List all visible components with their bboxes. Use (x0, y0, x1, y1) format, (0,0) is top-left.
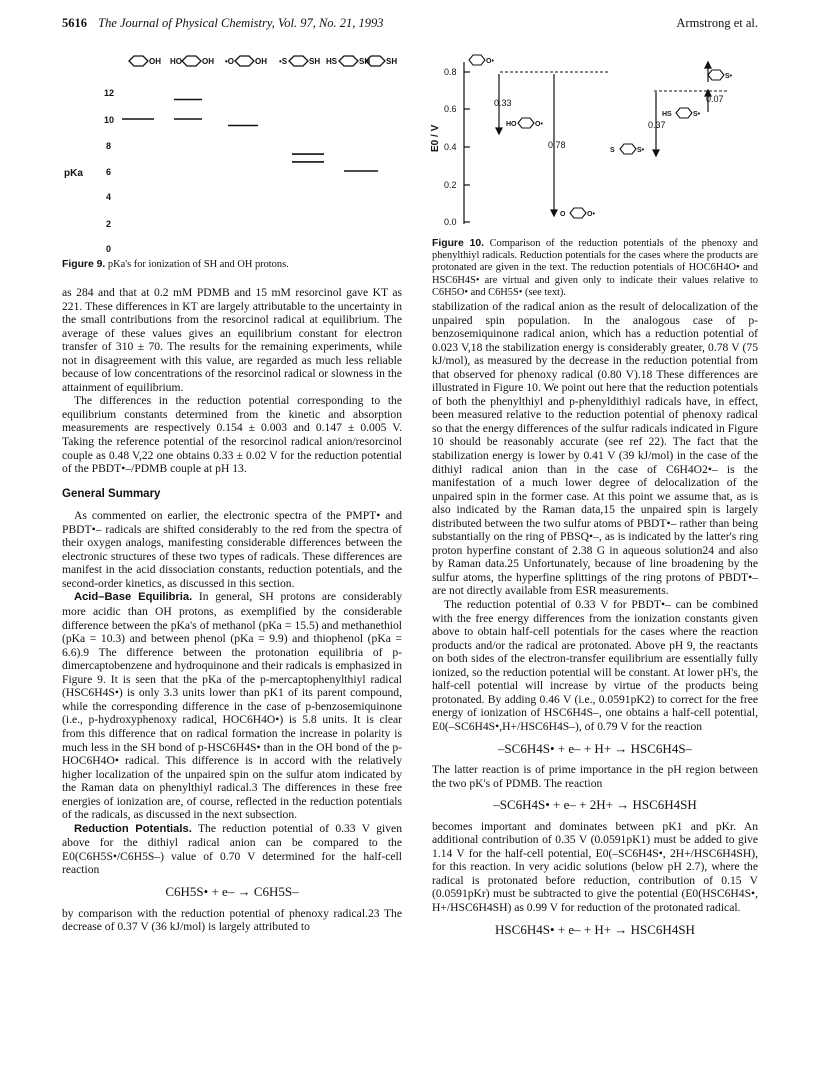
benzene-ring-icon (518, 118, 534, 128)
tick-label: 0.8 (444, 67, 457, 77)
benzene-ring-icon (620, 144, 636, 154)
run-in-heading: Reduction Potentials. (74, 822, 192, 835)
group-label: SH (309, 57, 321, 66)
paragraph: by comparison with the reduction potential of phenoxy radical.23 The decrease of 0.37 V (36 kJ/mol) is largely attributed to (62, 906, 402, 934)
group-label: O• (486, 58, 494, 65)
group-label: OH (255, 57, 267, 66)
figure-10-caption (432, 238, 758, 299)
y-axis-label: pKa (64, 168, 83, 179)
group-label: O• (587, 211, 595, 218)
paragraph: becomes important and dominates between pK1 and pKr. An additional contribution of 0.35 V (0.0591pK1) must be added to give 1.14 V for the half-cell potential, E0(–SC6H4S•, 2H+/HSC6H4SH), for this reaction. In very acidic solutions (below pH 2.7), where the radical is protonated before reduction, contribution of 0.15 V (0.0591pKr) must be subtracted to give the potential (E0(HSC6H4S•, H+/HSC6H4SH) as 0.99 V for reduction of the protonated radical. (432, 819, 758, 914)
group-label: O (560, 211, 566, 218)
group-label: O• (535, 121, 543, 128)
caption-label: Figure 9. (62, 259, 106, 270)
group-label: HS (662, 111, 672, 118)
tick-label: 12 (104, 88, 115, 98)
tick-label: 4 (106, 192, 112, 202)
group-label: SH (359, 57, 371, 66)
benzene-ring-icon (129, 56, 148, 66)
paragraph: The latter reaction is of prime importance in the pH region between the two pK's of PDMB. The reaction (432, 763, 758, 790)
group-label: HO (506, 121, 517, 128)
annotation: 0.37 (648, 120, 666, 130)
y-axis-label: E0 / V (430, 124, 441, 152)
benzene-ring-icon (339, 56, 358, 66)
paragraph: As commented on earlier, the electronic spectra of the PMPT• and PBDT•– radicals are shifted considerably to the red from the spectra of their oxygen analogs, manifesting considerable differences between the electronic structures of these two types of radicals. These differences are manifest in the acid dissociation constants, reduction potentials, and the second-order kinetics, as discussed in this section. (62, 509, 402, 590)
annotation: 0.07 (706, 94, 724, 104)
benzene-ring-icon (182, 56, 201, 66)
page-number: 5616 (62, 16, 87, 30)
paragraph: stabilization of the radical anion as the result of delocalization of the unpaired spin population. In the analogous case of p-benzosemiquinone radical anion, which has a reduction potential of 0.023 V,18 the stabilization energy is considerably greater, 0.78 V (75 kJ/mol), as measured by the decrease in the reduction potential from that observed for phenoxy radical (0.80 V).18 These differences are illustrated in Figure 10. We point out here that the reduction potentials of both the phenylthiyl and p-phenyldithiyl radicals have, in effect, been measured relative to the reduction potential of phenoxy radical so that the energy differences of the sulfur radicals indicated in Figure 10 should be reasonably accurate (see ref 22). The fact that the stabilization energy is lower by 0.41 V (39 kJ/mol) in the case of the dithiyl radical anion than in the case of C6H4O2•– is the manifestation of a much lower degree of delocalization of the unpaired spin in the former case. At this point we assume that, as is also indicated by the Raman data,15 the unpaired spin is largely distributed between the two sulfur atoms of PBDT•– rather than being substantially on the ring of PBSQ•–, as is indicated by the latter's ring proton hyperfine constant of 2.38 G in aqueous solution24 and also by Raman data.25 Unfortunately, because of line broadening by the sulfur atoms, the hyperfine splittings of the ring protons of PBDT•– are not directly available from ESR measurements. (432, 300, 758, 598)
group-label: S (610, 147, 615, 154)
annotation: 0.33 (494, 98, 512, 108)
group-label: S• (725, 73, 733, 80)
paragraph-text: The reduction potential of 0.33 V given above for the dithiyl radical anion can be compared to the E0(C6H5S•/C6H5S–) value of 0.70 V determined for the half-cell reaction (62, 821, 402, 877)
group-label: HS (326, 57, 338, 66)
tick-label: 0.0 (444, 217, 457, 227)
figure-9 (62, 50, 402, 255)
group-label: •O (225, 57, 235, 66)
figure-10 (432, 52, 772, 232)
tick-label: 10 (104, 115, 115, 125)
tick-label: 0.4 (444, 142, 457, 152)
figure-9-structures (129, 56, 397, 66)
left-column (62, 286, 402, 934)
paragraph (62, 590, 402, 821)
caption-text: Comparison of the reduction potentials of the phenoxy and phenylthiyl radicals. Reduction potentials for the cases where the products are protonated are given in the text. The reduction potentials of HOC6H4O• and HSC6H4S• are virtual and given only to indicate their values relative to C6H5O• and C6H5S• (see text). (432, 238, 758, 298)
equation: HSC6H4S• + e– + H+ → HSC6H4SH (495, 921, 695, 937)
group-label: SH (386, 57, 398, 66)
group-label: S• (693, 111, 701, 118)
running-authors: Armstrong et al. (676, 16, 758, 30)
paragraph: as 284 and that at 0.2 mM PDMB and 15 mM resorcinol gave KT as 221. These differences in KT are largely attributable to the uncertainty in the small contributions from the resorcinol radical at equilibrium. The average of these values gives an equilibrium constant for electron transfer of 310 ± 70. The results for the remaining experiments, while not in disagreement with this value, are regarded as much less reliable because of low concentrations of the resorcinol radical or slowness in the attainment of equilibrium. (62, 286, 402, 394)
benzene-ring-icon (570, 208, 586, 218)
group-label: OH (202, 57, 214, 66)
journal-citation: The Journal of Physical Chemistry, Vol. 97, No. 21, 1993 (98, 16, 384, 30)
tick-label: 0.6 (444, 104, 457, 114)
equation: –SC6H4S• + e– + H+ → HSC6H4S– (497, 740, 693, 756)
group-label: S• (637, 147, 645, 154)
equation: –SC6H4S• + e– + 2H+ → HSC6H4SH (493, 797, 697, 813)
paragraph: The reduction potential of 0.33 V for PBDT•– can be combined with the free energy differences from the ionization constants given above to obtain half-cell potentials for the cases where the reaction products and/or the radical are protonated. Above pH 9, the reactants on both sides of the electron-transfer equilibrium are essentially fully ionized, so the reduction potential will be constant. At lower pH's, the half-cell potential will increase by virtue of the products being protonated. By adding 0.46 V (i.e., 0.0591pK2) to correct for the free energy of ionization of HSC6H4S–, one obtains a half-cell potential, E0(–SC6H4S•,H+/HSC6H4S–), of 0.79 V for the reaction (432, 598, 758, 733)
section-heading: General Summary (62, 487, 161, 500)
paragraph: The differences in the reduction potential corresponding to the equilibrium constants determined from the kinetic and absorption measurements are respectively 0.154 ± 0.003 and 0.147 ± 0.005 V. Taking the reference potential of the resorcinol radical anion/resorcinol couple as 0.48 V,22 one obtains 0.33 ± 0.02 V for the reduction potential of the PBDT•–/PDMB couple at pH 13. (62, 394, 402, 476)
benzene-ring-icon (289, 56, 308, 66)
caption-text: pKa's for ionization of SH and OH protons. (107, 259, 289, 270)
figure-9-levels (122, 100, 378, 172)
benzene-ring-icon (469, 55, 485, 65)
tick-label: 6 (106, 167, 112, 177)
benzene-ring-icon (708, 70, 724, 80)
tick-label: 8 (106, 141, 112, 151)
group-label: OH (149, 57, 161, 66)
group-label: HO (170, 57, 182, 66)
run-in-heading: Acid–Base Equilibria. (74, 591, 193, 604)
right-column (432, 300, 758, 944)
tick-label: 2 (106, 219, 112, 229)
paragraph-text: In general, SH protons are considerably more acidic than OH protons, as exemplified by the considerable difference between the pKa's of methanol (pKa = 15.5) and methanethiol (pKa = 10.3) and between phenol (pKa = 9.9) and thiophenol (pKa = 6.6).9 The difference between the protonation equilibria of p-dimercaptobenzene and hydroquinone and their radicals is emphasized in Figure 9. It is seen that the pKa of the p-mercaptophenylthiyl radical (HSC6H4S•) is only 3.3 units lower than pK1 of its parent compound, while the corresponding difference in the case of p-benzosemiquinone (i.e., p-hydroxyphenoxy radical, HOC6H4O•) is 5.8 units. It is clear from this difference that on radical formation the increase in polarity is much less in the SH bond of p-HSC6H4S• than in the OH bond of the p-HOC6H4O• radical. This difference is in accord with the relatively higher localization of the unpaired spin on the sulfur atom indicated by the Raman data on phenylthiyl radical.3 The differences in these free energies of ionization are, of course, reflected in the reduction potentials of the radicals, as discussed in the next subsection. (62, 590, 402, 822)
equation: C6H5S• + e– → C6H5S– (165, 883, 299, 899)
caption-label: Figure 10. (432, 238, 485, 249)
benzene-ring-icon (676, 108, 692, 118)
tick-label: 0.2 (444, 180, 457, 190)
tick-label: 0 (106, 244, 112, 254)
benzene-ring-icon (235, 56, 254, 66)
figure-9-caption (62, 259, 402, 271)
paragraph (62, 822, 402, 877)
running-header (62, 16, 758, 36)
annotation: 0.78 (548, 140, 566, 150)
group-label: •S (279, 57, 288, 66)
